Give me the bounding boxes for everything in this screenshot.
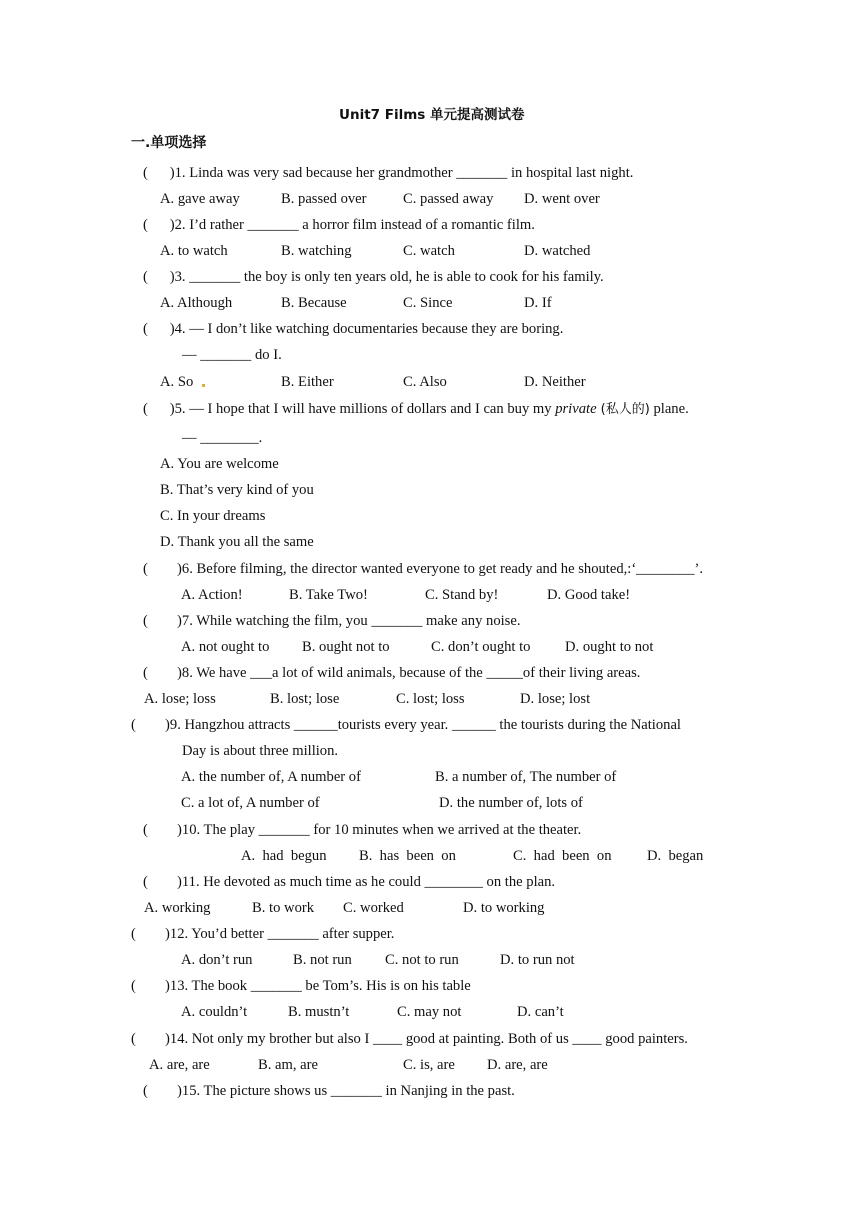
q1-option-c: C. passed away <box>403 191 494 207</box>
q10-option-b: B. has been on <box>359 848 456 864</box>
q5-text-start: ( )5. — I hope that I will have millions of dollars and I can buy my <box>143 401 556 417</box>
q9-option-a: A. the number of, A number of <box>181 769 361 785</box>
q7-option-c: C. don’t ought to <box>431 639 531 655</box>
q3-option-a: A. Although <box>160 295 233 311</box>
q3-option-c: C. Since <box>403 295 453 311</box>
q5-response: — ________. <box>182 430 263 446</box>
q6-option-b: B. Take Two! <box>289 587 368 603</box>
q11-option-c: C. worked <box>343 900 404 916</box>
q3-option-d: D. If <box>524 295 552 311</box>
q1-option-d: D. went over <box>524 191 600 207</box>
q14-option-c: C. is, are <box>403 1057 455 1073</box>
q6-option-d: D. Good take! <box>547 587 631 603</box>
q12-option-b: B. not run <box>293 952 352 968</box>
question-10: ( )10. The play _______ for 10 minutes when we arrived at the theater. <box>143 822 582 838</box>
question-11: ( )11. He devoted as much time as he could ________ on the plan. <box>143 874 556 890</box>
q3-option-b: B. Because <box>281 295 347 311</box>
question-15: ( )15. The picture shows us _______ in Nanjing in the past. <box>143 1083 515 1099</box>
q4-option-b: B. Either <box>281 374 334 390</box>
q13-option-a: A. couldn’t <box>181 1004 248 1020</box>
question-2: ( )2. I’d rather _______ a horror film instead of a romantic film. <box>143 217 535 233</box>
question-3: ( )3. _______ the boy is only ten years old, he is able to cook for his family. <box>143 269 604 285</box>
q11-option-d: D. to working <box>463 900 545 916</box>
q5-chinese-gloss: (私人的) <box>596 402 650 417</box>
q4-option-a: A. So <box>160 374 194 390</box>
question-6: ( )6. Before filming, the director wanted everyone to get ready and he shouted,:‘________’. <box>143 561 704 577</box>
question-14: ( )14. Not only my brother but also I ____ good at painting. Both of us ____ good painters. <box>131 1031 688 1047</box>
q12-option-d: D. to run not <box>500 952 575 968</box>
q14-option-a: A. are, are <box>149 1057 210 1073</box>
q5-italic-word: private <box>555 401 597 417</box>
question-4: ( )4. — I don’t like watching documentaries because they are boring. <box>143 321 564 337</box>
q2-option-c: C. watch <box>403 243 455 259</box>
q9-option-d: D. the number of, lots of <box>439 795 583 811</box>
q12-option-a: A. don’t run <box>181 952 253 968</box>
q6-option-a: A. Action! <box>181 587 243 603</box>
q14-option-b: B. am, are <box>258 1057 318 1073</box>
q5-option-b: B. That’s very kind of you <box>160 482 314 498</box>
question-8: ( )8. We have ___a lot of wild animals, because of the _____of their living areas. <box>143 665 641 681</box>
stray-mark <box>202 384 205 387</box>
q4-option-d: D. Neither <box>524 374 586 390</box>
q8-option-c: C. lost; loss <box>396 691 465 707</box>
q11-option-a: A. working <box>144 900 211 916</box>
q11-option-b: B. to work <box>252 900 315 916</box>
section-heading: 一.单项选择 <box>131 135 207 151</box>
q4-response: — _______ do I. <box>182 347 282 363</box>
q14-option-d: D. are, are <box>487 1057 548 1073</box>
q5-text-end: plane. <box>649 401 689 417</box>
q2-option-a: A. to watch <box>160 243 228 259</box>
q13-option-c: C. may not <box>397 1004 462 1020</box>
q8-option-a: A. lose; loss <box>144 691 216 707</box>
q13-option-b: B. mustn’t <box>288 1004 350 1020</box>
question-7: ( )7. While watching the film, you _______ make any noise. <box>143 613 521 629</box>
question-5 <box>143 400 689 419</box>
q6-option-c: C. Stand by! <box>425 587 499 603</box>
q8-option-d: D. lose; lost <box>520 691 591 707</box>
question-13: ( )13. The book _______ be Tom’s. His is on his table <box>131 978 471 994</box>
q5-option-d: D. Thank you all the same <box>160 534 314 550</box>
q10-option-c: C. had been on <box>513 848 612 864</box>
q10-option-d: D. began <box>647 848 704 864</box>
q7-option-d: D. ought to not <box>565 639 654 655</box>
question-1: ( )1. Linda was very sad because her grandmother _______ in hospital last night. <box>143 165 634 181</box>
q8-option-b: B. lost; lose <box>270 691 340 707</box>
q2-option-b: B. watching <box>281 243 352 259</box>
q10-option-a: A. had begun <box>241 848 327 864</box>
q5-option-c: C. In your dreams <box>160 508 266 524</box>
q9-option-c: C. a lot of, A number of <box>181 795 320 811</box>
q9-option-b: B. a number of, The number of <box>435 769 617 785</box>
question-12: ( )12. You’d better _______ after supper. <box>131 926 395 942</box>
q13-option-d: D. can’t <box>517 1004 564 1020</box>
q9-continuation: Day is about three million. <box>182 743 339 759</box>
q7-option-b: B. ought not to <box>302 639 390 655</box>
q1-option-b: B. passed over <box>281 191 367 207</box>
question-9: ( )9. Hangzhou attracts ______tourists every year. ______ the tourists during the National <box>131 717 681 733</box>
q1-option-a: A. gave away <box>160 191 240 207</box>
q12-option-c: C. not to run <box>385 952 459 968</box>
q5-option-a: A. You are welcome <box>160 456 279 472</box>
q2-option-d: D. watched <box>524 243 591 259</box>
q7-option-a: A. not ought to <box>181 639 270 655</box>
page-title: Unit7 Films 单元提高测试卷 <box>339 107 525 123</box>
q4-option-c: C. Also <box>403 374 447 390</box>
